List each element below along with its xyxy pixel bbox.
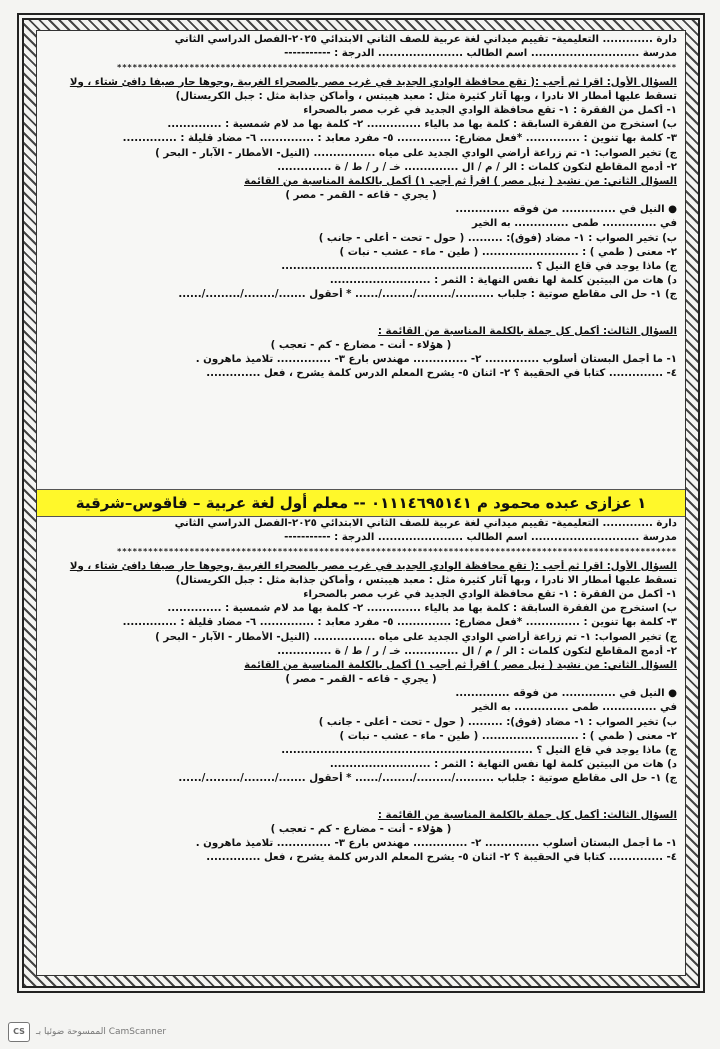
decorative-border: [22, 18, 700, 988]
teacher-banner: ١ عزازى عبده محمود م ٠١١١٤٦٩٥١٤١ -- معلم أول لغة عربية – فاقوس–شرقية: [36, 489, 686, 517]
worksheet-line: ج) ماذا يوجد في قاع النيل ؟ .................................................................: [281, 261, 677, 272]
worksheet-line: ( هؤلاء - أنت - مضارع - كم - تعجب ): [270, 339, 452, 351]
worksheet-line: ( هؤلاء - أنت - مضارع - كم - تعجب ): [270, 823, 452, 835]
worksheet-line: ج) تخير الصواب: ١- تم زراعة أراضي الوادي الجديد على مياه ................ (النيل- الأمطار - الآبار - البحر ): [155, 147, 677, 159]
worksheet-line: دارة ............. التعليمية- تقييم ميداني لغة عربية للصف الثاني الابتدائي ٢٠٢٥-الفصل الدراسي الثاني: [174, 518, 677, 529]
worksheet-line: ● النيل في .............. من فوقه ..............: [455, 688, 677, 700]
question-heading: السؤال الثاني: من نشيد ( نيل مصر ) اقرأ ثم أجب ١) أكمل بالكلمة المناسبة من القائمة: [244, 175, 677, 187]
scanner-footer: [8, 1022, 166, 1042]
worksheet-copy-top: [37, 33, 685, 488]
worksheet-line: ٢- أدمج المقاطع لتكون كلمات : الر / م / ال .............. خـ / ر / ط / ة ..............: [277, 645, 677, 657]
worksheet-line: في .............. طمى .............. به الخير: [472, 218, 677, 230]
worksheet-line: ٢- معنى ( طمي ) : ......................... ( طين - ماء - عشب - نبات ): [339, 246, 677, 258]
worksheet-line: ١- ما أجمل البستان أسلوب .............. ٢- .............. مهندس بارع ٣- .............. تلاميذ ماهرون .: [195, 353, 677, 365]
spacer: [45, 787, 677, 809]
question-heading: السؤال الثاني: من نشيد ( نيل مصر ) اقرأ ثم أجب ١) أكمل بالكلمة المناسبة من القائمة: [244, 659, 677, 671]
worksheet-line: مدرسة ............................ اسم الطالب ...................... الدرجة : -----------: [284, 48, 677, 60]
worksheet-line: ٣- كلمة بها تنوين : .............. *فعل مضارع: .............. ٥- مفرد معابد : .............. ٦- مضاد قليلة : ..............: [122, 617, 677, 629]
worksheet-line: ج) تخير الصواب: ١- تم زراعة أراضي الوادي الجديد على مياه ................ (النيل- الأمطار - الآبار - البحر ): [155, 631, 677, 643]
worksheet-line: ج) ماذا يوجد في قاع النيل ؟ .................................................................: [281, 745, 677, 756]
camscanner-logo-icon: CS: [8, 1022, 30, 1042]
worksheet-line: ج) ١- حل الى مقاطع صوتية : جلباب ........../........./......../...... * أحقول ......./......../........./......: [178, 289, 677, 301]
worksheet-line: ب) تخير الصواب : ١- مضاد (فوق): ......... ( حول - تحت - أعلى - جانب ): [318, 232, 677, 244]
worksheet-line: تسقط عليها أمطار الا نادرا ، وبها آثار كثيرة مثل : معبد هيبتس ، وأماكن جذابة مثل : جبل الكريستال): [175, 90, 677, 102]
worksheet-line: دارة ............. التعليمية- تقييم ميداني لغة عربية للصف الثاني الابتدائي ٢٠٢٥-الفصل الدراسي الثاني: [174, 34, 677, 45]
worksheet-copy-bottom: [37, 517, 685, 972]
worksheet-line: ( يجري - قاعه - القمر - مصر ): [285, 190, 437, 202]
worksheet-line: ١- أكمل من الفقرة : ١- تقع محافظة الوادي الجديد في غرب مصر بالصحراء: [303, 104, 677, 116]
worksheet-line: تسقط عليها أمطار الا نادرا ، وبها آثار كثيرة مثل : معبد هيبتس ، وأماكن جذابة مثل : جبل الكريستال): [175, 574, 677, 586]
spacer: [45, 303, 677, 325]
question-heading: السؤال الثالث: أكمل كل جملة بالكلمة المناسبة من القائمة :: [377, 809, 677, 821]
worksheet-line: ب) تخير الصواب : ١- مضاد (فوق): ......... ( حول - تحت - أعلى - جانب ): [318, 716, 677, 728]
worksheet-line: د) هات من البيتين كلمة لها نفس النهاية : الثمر : ..........................: [329, 275, 677, 287]
worksheet-line: ٣- كلمة بها تنوين : .............. *فعل مضارع: .............. ٥- مفرد معابد : .............. ٦- مضاد قليلة : ..............: [122, 133, 677, 145]
question-heading: السؤال الأول: اقرا ثم أجب :( تقع محافظة الوادي الجديد في غرب مصر بالصحراء الغربية ,وجوها حار صيفا دافئ شتاء ، ولا: [69, 76, 677, 88]
worksheet-line: ١- ما أجمل البستان أسلوب .............. ٢- .............. مهندس بارع ٣- .............. تلاميذ ماهرون .: [195, 837, 677, 849]
worksheet-line: مدرسة ............................ اسم الطالب ...................... الدرجة : -----------: [284, 532, 677, 544]
worksheet-line: ب) استخرج من الفقرة السابقة : كلمة بها مد بالياء .............. ٢- كلمة بها مد لام شمسية : ..............: [167, 119, 677, 131]
worksheet-line: ● النيل في .............. من فوقه ..............: [455, 204, 677, 216]
worksheet-line: ب) استخرج من الفقرة السابقة : كلمة بها مد بالياء .............. ٢- كلمة بها مد لام شمسية : ..............: [167, 603, 677, 615]
worksheet-line: ج) ١- حل الى مقاطع صوتية : جلباب ........../........./......../...... * أحقول ......./......../........./......: [178, 773, 677, 785]
worksheet-line: ( يجري - قاعه - القمر - مصر ): [285, 674, 437, 686]
worksheet-line: ٢- أدمج المقاطع لتكون كلمات : الر / م / ال .............. خـ / ر / ط / ة ..............: [277, 161, 677, 173]
stars-separator: ************************************************************************************************************: [117, 63, 677, 73]
worksheet-line: ٤- .............. كتابا في الحقيبة ؟ ٢- اثنان ٥- يشرح المعلم الدرس كلمة يشرح ، فعل ..............: [206, 368, 677, 380]
worksheet-page: [36, 30, 686, 976]
stars-separator: ************************************************************************************************************: [117, 547, 677, 557]
worksheet-line: ١- أكمل من الفقرة : ١- تقع محافظة الوادي الجديد في غرب مصر بالصحراء: [303, 588, 677, 600]
question-heading: السؤال الثالث: أكمل كل جملة بالكلمة المناسبة من القائمة :: [377, 325, 677, 337]
worksheet-line: ٢- معنى ( طمي ) : ......................... ( طين - ماء - عشب - نبات ): [339, 730, 677, 742]
scanner-caption: الممسوحة ضوئيا بـ CamScanner: [36, 1027, 167, 1037]
worksheet-line: في .............. طمى .............. به الخير: [472, 702, 677, 714]
worksheet-line: ٤- .............. كتابا في الحقيبة ؟ ٢- اثنان ٥- يشرح المعلم الدرس كلمة يشرح ، فعل ..............: [206, 852, 677, 864]
question-heading: السؤال الأول: اقرا ثم أجب :( تقع محافظة الوادي الجديد في غرب مصر بالصحراء الغربية ,وجوها حار صيفا دافئ شتاء ، ولا: [69, 560, 677, 572]
worksheet-line: د) هات من البيتين كلمة لها نفس النهاية : الثمر : ..........................: [329, 759, 677, 771]
